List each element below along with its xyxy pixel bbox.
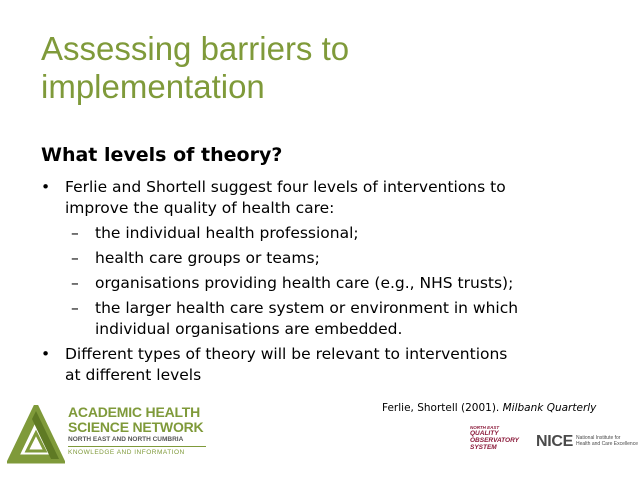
ahsn-logo-text <box>68 405 213 458</box>
sub-bullet-marker: – <box>71 274 79 292</box>
bullet-item-2 <box>41 344 616 386</box>
citation-authors: Ferlie, Shortell (2001). <box>382 402 500 414</box>
bullet-text-line: at different levels <box>65 366 202 384</box>
sub-bullet-marker: – <box>71 249 79 267</box>
nice-logo-subtitle <box>576 435 638 447</box>
sub-bullet-marker: – <box>71 299 79 317</box>
ahsn-logo-line3: NORTH EAST AND NORTH CUMBRIA <box>68 436 184 443</box>
bullet-text-line: Different types of theory will be relevant to interventions <box>65 345 508 363</box>
ahsn-logo-line4: KNOWLEDGE AND INFORMATION <box>68 449 185 456</box>
ahsn-logo <box>7 403 212 469</box>
ahsn-logo-line2: SCIENCE NETWORK <box>68 419 204 435</box>
nice-logo-subtitle-line2: Health and Care Excellence <box>576 441 638 447</box>
sub-bullet-marker: – <box>71 224 79 242</box>
sub-bullet-text-line: the individual health professional; <box>95 224 359 242</box>
sub-bullet-item-2 <box>41 248 616 269</box>
sub-bullet-item-1 <box>41 223 616 244</box>
nequos-logo-line2: QUALITY <box>470 430 499 437</box>
nequos-logo <box>470 425 530 461</box>
nequos-logo-line4: SYSTEM <box>470 444 497 452</box>
ahsn-logo-divider <box>68 446 206 447</box>
bullet-text-line: Ferlie and Shortell suggest four levels of interventions to <box>65 178 506 196</box>
slide-title <box>41 30 601 106</box>
citation <box>382 401 596 415</box>
nice-logo-wordmark: NICE <box>536 433 574 450</box>
nice-logo-subtitle-line1: National Institute for <box>576 435 621 441</box>
ahsn-logo-line1: ACADEMIC HEALTH <box>68 404 201 420</box>
citation-journal: Milbank Quarterly <box>502 402 597 414</box>
slide-title-line-1: Assessing barriers to <box>41 30 350 67</box>
sub-bullet-item-4 <box>41 298 616 340</box>
sub-bullet-item-3 <box>41 273 616 294</box>
bullet-list <box>41 177 616 390</box>
bullet-item-1 <box>41 177 616 219</box>
sub-bullet-text-line: the larger health care system or environment in which <box>95 299 519 317</box>
sub-bullet-text-line: organisations providing health care (e.g., NHS trusts); <box>95 274 514 292</box>
bullet-text-line: improve the quality of health care: <box>65 199 335 217</box>
bullet-marker: • <box>41 345 51 363</box>
section-subheading: What levels of theory? <box>41 144 283 166</box>
nequos-logo-line3: OBSERVATORY <box>470 437 520 445</box>
bullet-marker: • <box>41 178 51 196</box>
sub-bullet-text-line: individual organisations are embedded. <box>95 320 403 338</box>
nequos-logo-line1: NORTH EAST <box>470 425 500 430</box>
triangle-logo-icon <box>7 405 65 465</box>
nice-logo <box>536 433 636 455</box>
sub-bullet-text-line: health care groups or teams; <box>95 249 320 267</box>
slide-title-line-2: implementation <box>41 68 265 105</box>
